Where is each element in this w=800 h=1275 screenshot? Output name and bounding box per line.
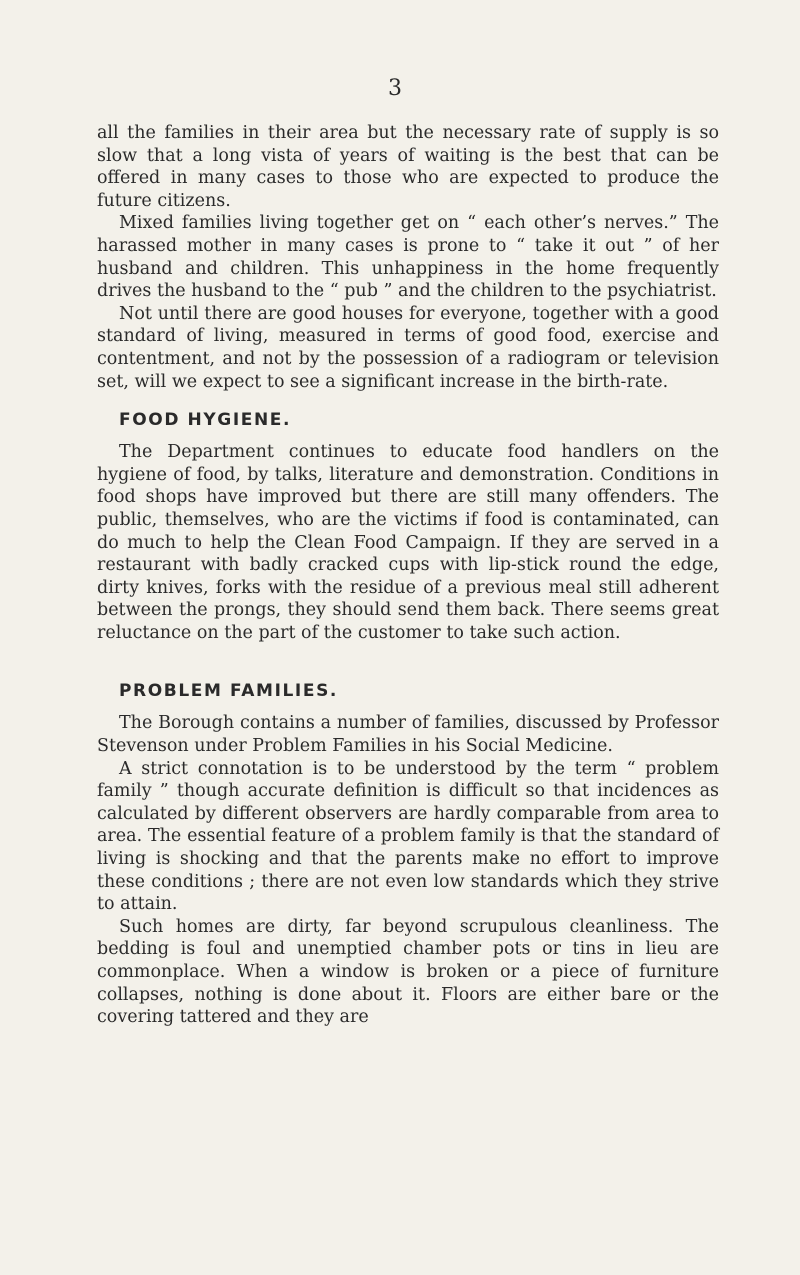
body-text <box>97 122 719 1029</box>
section-heading-problem-families: PROBLEM FAMILIES. <box>119 681 338 702</box>
page-number: 3 <box>388 76 402 101</box>
paragraph-dirty-homes: Such homes are dirty, far beyond scrupulous cleanliness. The bedding is foul and unemptied chamber pots or tins in lieu are commonplace. When a window is broken or a piece of furniture collapses, nothing is done about it. Floors are either bare or the covering tattered and they are <box>97 916 719 1028</box>
paragraph-birth-rate: Not until there are good houses for everyone, together with a good standard of living, measured in terms of good food, exercise and contentment, and not by the possession of a radiogram or television set, will we expect to see a significant increase in the birth-rate. <box>97 303 719 392</box>
paragraph-borough-families: The Borough contains a number of families, discussed by Professor Stevenson under Problem Families in his Social Medicine. <box>97 713 719 757</box>
paragraph-housing-supply: all the families in their area but the necessary rate of supply is so slow that a long vista of years of waiting is the best that can be offered in many cases to those who are expected to produce the future citizens. <box>97 123 719 211</box>
paragraph-problem-family-definition: A strict connotation is to be understood by the term “ problem family ” though accurate definition is difficult so that incidences as calculated by different observers are hardly comparable from area to area. The essential feature of a problem family is that the standard of living is shocking and that the parents make no effort to improve these conditions ; there are not even low standards which they strive to attain. <box>97 758 719 915</box>
section-heading-food-hygiene: FOOD HYGIENE. <box>119 410 292 431</box>
paragraph-mixed-families: Mixed families living together get on “ each other’s nerves.” The harassed mother in many cases is prone to “ take it out ” of her husband and children. This unhappiness in the home frequently drives the husband to the “ pub ” and the children to the psychiatrist. <box>97 213 719 302</box>
paragraph-food-hygiene: The Department continues to educate food handlers on the hygiene of food, by talks, literature and demonstration. Conditions in food shops have improved but there are still many offenders. The public, themselves, who are the victims if food is contaminated, can do much to help the Clean Food Campaign. If they are served in a restaurant with badly cracked cups with lip-stick round the edge, dirty knives, forks with the residue of a previous meal still adherent between the prongs, they should send them back. There seems great reluctance on the part of the customer to take such action. <box>97 442 719 643</box>
